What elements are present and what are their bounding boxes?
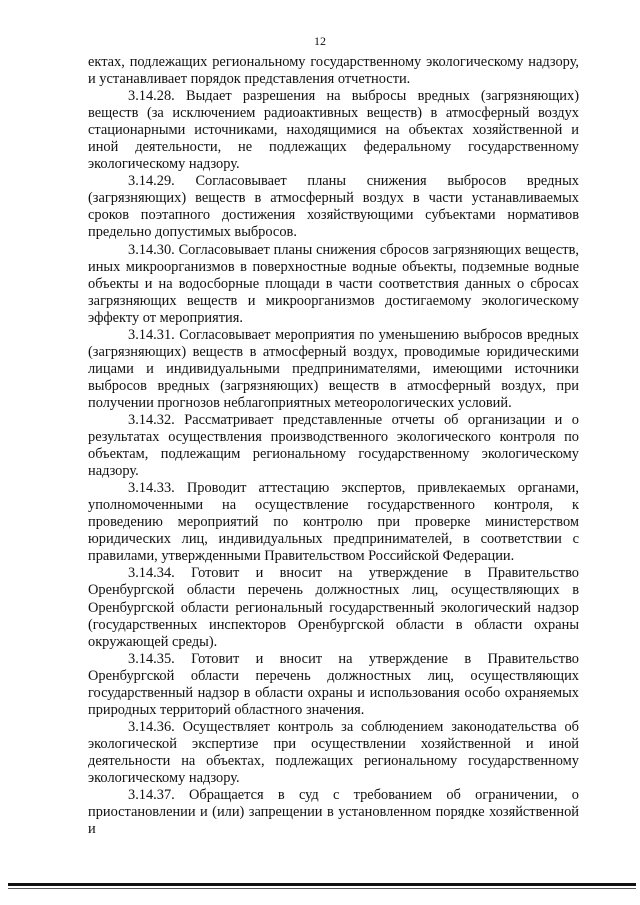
paragraph-3-14-34: 3.14.34. Готовит и вносит на утверждение в Правительство Оренбургской области перечень должностных лиц, осуществляющих в Оренбургской области региональный государственный экологический надзор (государственных инспекторов Оренбургской области в области охраны окружающей среды). <box>88 565 579 650</box>
bottom-border-line <box>8 883 636 886</box>
page-number: 12 <box>314 34 326 48</box>
paragraph-3-14-35: 3.14.35. Готовит и вносит на утверждение в Правительство Оренбургской области перечень должностных лиц, осуществляющих государственный надзор в области охраны и использования особо охраняемых природных территорий областного значения. <box>88 650 579 718</box>
paragraph-3-14-30: 3.14.30. Согласовывает планы снижения сбросов загрязняющих веществ, иных микроорганизмов в поверхностные водные объекты, подземные водные объекты и на водосборные площади в части соответствия данных о сбросах загрязняющих веществ и микроорганизмов достигаемому экологическому эффекту от мероприятия. <box>88 241 579 326</box>
paragraph-3-14-32: 3.14.32. Рассматривает представленные отчеты об организации и о результатах осуществления производственного экологического контроля по объектам, подлежащим региональному государственному экологическому надзору. <box>88 411 579 480</box>
document-body <box>88 54 579 838</box>
paragraph-3-14-36: 3.14.36. Осуществляет контроль за соблюдением законодательства об экологической экспертизе при осуществлении хозяйственной и иной деятельности на объектах, подлежащих региональному государственному экологическому надзору. <box>88 718 579 786</box>
bottom-border-line-thin <box>8 888 636 889</box>
paragraph-3-14-29: 3.14.29. Согласовывает планы снижения выбросов вредных (загрязняющих) веществ в атмосферный воздух в части устанавливаемых сроков поэтапного достижения хозяйствующими субъектами нормативов предельно допустимых выбросов. <box>88 173 579 241</box>
paragraph-3-14-28: 3.14.28. Выдает разрешения на выбросы вредных (загрязняющих) веществ (за исключением радиоактивных веществ) в атмосферный воздух стационарными источниками, находящимися на объектах хозяйственной и иной деятельности, не подлежащих федеральному государственному экологическому надзору. <box>88 88 579 173</box>
paragraph-continuation: ектах, подлежащих региональному государственному экологическому надзору, и устанавливает порядок представления отчетности. <box>88 54 579 88</box>
paragraph-3-14-37: 3.14.37. Обращается в суд с требованием об ограничении, о приостановлении и (или) запрещении в установленном порядке хозяйственной и <box>88 787 579 838</box>
paragraph-3-14-33: 3.14.33. Проводит аттестацию экспертов, привлекаемых органами, уполномоченными на осуществление государственного контроля, к проведению мероприятий по контролю при проверке министерством юридических лиц, индивидуальных предпринимателей, в соответствии с правилами, утвержденными Правительством Российской Федерации. <box>88 480 579 565</box>
paragraph-3-14-31: 3.14.31. Согласовывает мероприятия по уменьшению выбросов вредных (загрязняющих) веществ в атмосферный воздух, проводимые юридическими лицами и индивидуальными предпринимателями, имеющими источники выбросов вредных (загрязняющих) веществ в атмосферный воздух, при получении прогнозов неблагоприятных метеорологических условий. <box>88 326 579 411</box>
